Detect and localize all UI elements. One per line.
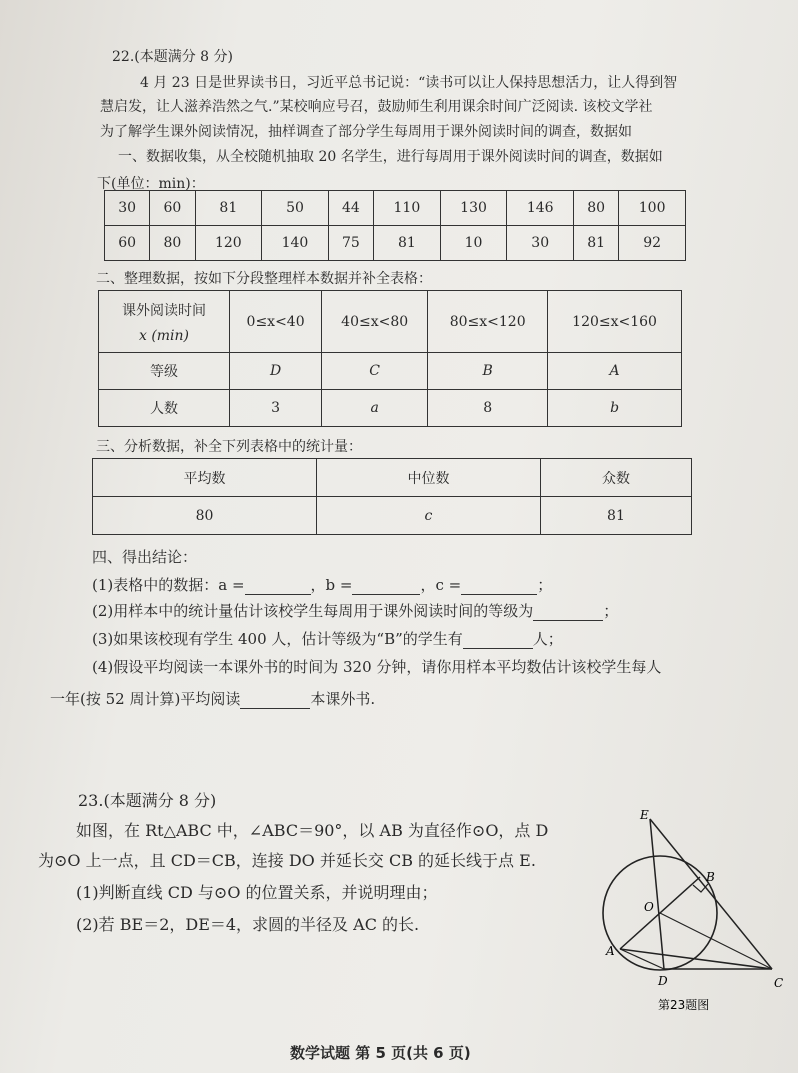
geometry-figure xyxy=(600,805,790,1025)
range-cell xyxy=(230,291,322,353)
q22-header: 22.(本题满分 8 分) xyxy=(112,49,233,65)
conclusion-1 xyxy=(92,574,552,595)
q22-intro-line2: 慧启发，让人滋养浩然之气.”某校响应号召，鼓励师生利用课余时间广泛阅读. 该校文学社 xyxy=(100,99,653,115)
blank-c[interactable] xyxy=(461,576,537,595)
time-header-label: 课外阅读时间 xyxy=(122,302,206,319)
grade-label: 等级 xyxy=(99,353,230,390)
raw-data-cell: 80 xyxy=(574,191,619,226)
q23-line1: 如图，在 Rt△ABC 中，∠ABC＝90°，以 AB 为直径作⊙O，点 D xyxy=(76,821,549,840)
count-a: b xyxy=(548,390,682,427)
blank-a[interactable] xyxy=(245,576,311,595)
raw-data-table xyxy=(104,190,686,261)
line-ed xyxy=(650,819,664,969)
stats-mode: 81 xyxy=(540,497,691,535)
count-c: a xyxy=(322,390,428,427)
page-footer: 数学试题 第 5 页(共 6 页) xyxy=(290,1044,471,1062)
frequency-table xyxy=(98,290,682,427)
raw-data-cell: 110 xyxy=(374,191,441,226)
range-3: 120≤x<160 xyxy=(572,313,657,330)
q23-part1: (1)判断直线 CD 与⊙O 的位置关系，并说明理由； xyxy=(76,883,438,902)
blank-b[interactable] xyxy=(352,576,420,595)
c2-text: (2)用样本中的统计量估计该校学生每周用于课外阅读时间的等级为 xyxy=(92,602,534,620)
point-a-label: A xyxy=(606,944,615,958)
range-cell xyxy=(548,291,682,353)
raw-data-cell: 130 xyxy=(440,191,507,226)
q22-step1-line1: 一、数据收集，从全校随机抽取 20 名学生，进行每周用于课外阅读时间的调查，数据如 xyxy=(118,149,663,165)
blank-b-count[interactable] xyxy=(463,630,533,649)
point-b-label: B xyxy=(706,870,715,884)
stats-header-median: 中位数 xyxy=(316,459,540,497)
stats-header-mode: 众数 xyxy=(540,459,691,497)
raw-data-cell: 60 xyxy=(105,226,150,261)
c3-end: 人； xyxy=(532,630,563,648)
grade-c: C xyxy=(322,353,428,390)
conclusion-2 xyxy=(92,600,618,621)
range-1: 40≤x<80 xyxy=(341,313,409,330)
raw-data-cell: 140 xyxy=(262,226,329,261)
stats-mean: 80 xyxy=(93,497,317,535)
c1-c: ，c = xyxy=(420,576,462,594)
raw-data-cell: 81 xyxy=(374,226,441,261)
q23-line2: 为⊙O 上一点，且 CD＝CB，连接 DO 并延长交 CB 的延长线于点 E. xyxy=(38,851,536,870)
q23-header: 23.(本题满分 8 分) xyxy=(78,791,217,810)
raw-data-cell: 81 xyxy=(574,226,619,261)
time-header-cell xyxy=(99,291,230,353)
range-0: 0≤x<40 xyxy=(246,313,305,330)
count-b: 8 xyxy=(428,390,548,427)
stats-median: c xyxy=(316,497,540,535)
raw-data-cell: 80 xyxy=(150,226,195,261)
c1-prefix: (1)表格中的数据：a = xyxy=(92,576,245,594)
grade-d: D xyxy=(230,353,322,390)
q23-part2: (2)若 BE＝2，DE＝4，求圆的半径及 AC 的长. xyxy=(76,915,420,934)
range-cell xyxy=(428,291,548,353)
c3-text: (3)如果该校现有学生 400 人，估计等级为“B”的学生有 xyxy=(92,630,463,648)
conclusion-3 xyxy=(92,628,563,649)
c1-end: ； xyxy=(537,576,553,594)
raw-data-cell: 50 xyxy=(262,191,329,226)
raw-data-cell: 44 xyxy=(328,191,373,226)
raw-data-cell: 60 xyxy=(150,191,195,226)
figure-caption: 第23题图 xyxy=(658,998,710,1012)
conclusion-4-line2 xyxy=(50,688,375,709)
point-c-label: C xyxy=(774,976,784,990)
q22-step1-line2: 下(单位：min)： xyxy=(97,176,205,192)
grade-a: A xyxy=(548,353,682,390)
raw-data-row xyxy=(105,226,686,261)
line-ec xyxy=(650,819,772,969)
count-d: 3 xyxy=(230,390,322,427)
raw-data-cell: 120 xyxy=(195,226,262,261)
c2-end: ； xyxy=(603,602,619,620)
raw-data-cell: 30 xyxy=(507,226,574,261)
blank-grade[interactable] xyxy=(533,602,603,621)
conclusion-4-line1: (4)假设平均阅读一本课外书的时间为 320 分钟，请你用样本平均数估计该校学生每人 xyxy=(92,658,662,676)
range-cell xyxy=(322,291,428,353)
count-label: 人数 xyxy=(99,390,230,427)
blank-books[interactable] xyxy=(240,690,310,709)
point-d-label: D xyxy=(658,974,668,988)
raw-data-cell: 75 xyxy=(328,226,373,261)
q22-step4-title: 四、得出结论： xyxy=(92,548,198,566)
c4-text: 一年(按 52 周计算)平均阅读 xyxy=(50,690,241,708)
raw-data-cell: 10 xyxy=(440,226,507,261)
raw-data-cell: 146 xyxy=(507,191,574,226)
raw-data-cell: 100 xyxy=(619,191,686,226)
q22-intro-line1: 4 月 23 日是世界读书日，习近平总书记说：“读书可以让人保持思想活力，让人得到智 xyxy=(140,75,678,91)
raw-data-cell: 92 xyxy=(619,226,686,261)
q22-intro-line3: 为了解学生课外阅读情况，抽样调查了部分学生每周用于课外阅读时间的调查，数据如 xyxy=(100,124,632,140)
q22-step2-title: 二、整理数据，按如下分段整理样本数据并补全表格： xyxy=(96,271,432,287)
c1-b: ，b = xyxy=(310,576,353,594)
c4-end: 本课外书. xyxy=(310,690,376,708)
stats-table xyxy=(92,458,692,535)
point-e-label: E xyxy=(640,808,649,822)
raw-data-cell: 81 xyxy=(195,191,262,226)
range-2: 80≤x<120 xyxy=(449,313,526,330)
raw-data-row xyxy=(105,191,686,226)
stats-header-mean: 平均数 xyxy=(93,459,317,497)
raw-data-cell: 30 xyxy=(105,191,150,226)
point-o-label: O xyxy=(644,900,654,914)
time-header-unit: x (min) xyxy=(138,327,190,344)
q22-step3-title: 三、分析数据，补全下列表格中的统计量： xyxy=(96,439,362,455)
grade-b: B xyxy=(428,353,548,390)
